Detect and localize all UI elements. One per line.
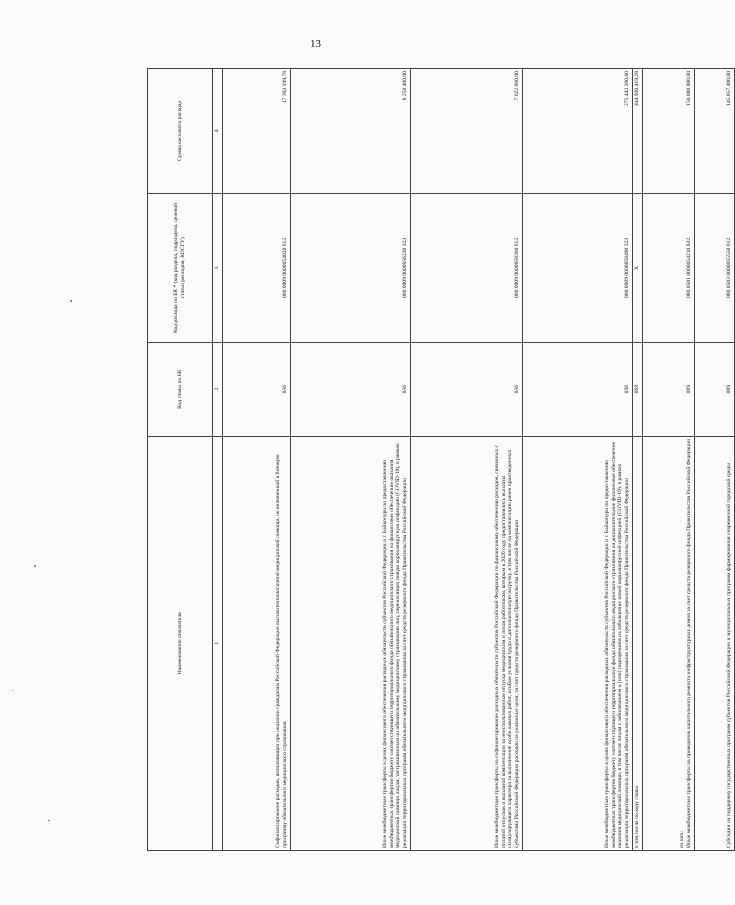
- header-sum: Сумма кассового расхода: [148, 69, 213, 194]
- table-row: [410, 69, 522, 851]
- row-name: Иные межбюджетные трансферты в целях финансового обеспечения расходных обязательств субъектов Российской Федерации и г. Байконура по предоставлению межбюджетных трансфертов бюджету соответствующего территориального фонда обязательного медицинского страхования на дополнительное финансовое обеспечение оказания медицинской помощи, в том числе лицам с заболеванием и (или) подозрением на заболевание новой коронавирусной инфекцией (COVID-19), в рамках реализации территориальных программ обязательного медицинского страхования за счет средств резервного фонда Правительства Российской Федерации: [522, 436, 632, 850]
- row-code: 056: [522, 342, 632, 436]
- row-name: из них: Иные межбюджетные трансферты на проведение капитального ремонта инфраструктурных домов за счет средств резервного фонда Правительства Российской Федерации: [642, 436, 694, 850]
- table-row: [642, 69, 694, 851]
- scan-speck: [34, 565, 36, 567]
- row-code: 069: [632, 342, 642, 436]
- row-code: 056: [290, 342, 410, 436]
- scan-speck: [70, 300, 72, 302]
- table-row: [290, 69, 410, 851]
- row-sum: 8 258 400,00: [290, 69, 410, 194]
- row-kbk: 000 0503 0000055550 612: [694, 194, 734, 343]
- row-sum: 444 930 419,28: [632, 69, 642, 194]
- rotated-table-container: [147, 68, 732, 851]
- row-kbk: X: [632, 194, 642, 343]
- row-sum: 145 857 400,00: [694, 69, 734, 194]
- header-kbk: Код расхода по БК * (код раздела, подраздела, целевой статьи расходов, КОСГУ): [148, 194, 213, 343]
- row-code: 069: [642, 342, 694, 436]
- row-code: 056: [222, 342, 290, 436]
- col-number: 3: [213, 194, 223, 343]
- table-row: [694, 69, 734, 851]
- row-name: в том числе по коду главы: [632, 436, 642, 850]
- row-name: Софинансирование расходов, возникающих при оказании гражданам Российской Федерации высокотехнологичной медицинской помощи, не включенной в базовую программу обязательного медицинского страхования: [222, 436, 290, 850]
- col-number: 2: [213, 342, 223, 436]
- table-header-row: [148, 69, 213, 851]
- scan-speck: [12, 690, 13, 691]
- row-sum: 17 393 199,78: [222, 69, 290, 194]
- page-number: 13: [310, 38, 321, 50]
- row-name: Иные межбюджетные трансферты в целях финансового обеспечения расходных обязательств субъектов Российской Федерации и г. Байконура по предоставлению межбюджетных трансфертов бюджету соответствующего территориального фонда обязательного медицинского страхования на финансовое обеспечение оказания медицинской помощи лицам, застрахованным по обязательному медицинскому страхованию лиц, переносящих новую коронавирусную инфекцию (COVID-19), в рамках реализации территориальных программ обязательного медицинского страхования за счет средств резервного фонда Правительства Российской Федерации: [290, 436, 410, 850]
- row-code: 056: [410, 342, 522, 436]
- row-kbk: 000 0501 0000054210 632: [642, 194, 694, 343]
- header-name: Наименование показателя: [148, 436, 213, 850]
- expenditure-table: [147, 68, 735, 851]
- col-number: 4: [213, 69, 223, 194]
- row-kbk: 000 0909 0000058360 612: [410, 194, 522, 343]
- row-sum: 7 622 600,00: [410, 69, 522, 194]
- column-number-row: [213, 69, 223, 851]
- row-kbk: 000 0909 0000058490 323: [522, 194, 632, 343]
- row-kbk: 000 0909 0000054020 612: [222, 194, 290, 343]
- table-row: [222, 69, 290, 851]
- header-code: Код главы по БК: [148, 342, 213, 436]
- row-sum: 150 000 000,00: [642, 69, 694, 194]
- row-code: 069: [694, 342, 734, 436]
- col-number: 1: [213, 436, 223, 850]
- row-kbk: 000 0909 0000056230 323: [290, 194, 410, 343]
- scan-speck: [48, 820, 50, 821]
- row-name: Субсидии на поддержку государственных программ субъектов Российской Федерации и муниципальных программ формирования современной городской среды: [694, 436, 734, 850]
- table-row: [522, 69, 632, 851]
- row-name: Иные межбюджетные трансферты на софинансирование расходных обязательств субъектов Российской Федерации по финансовому обеспечению расходов, связанных с оплатой отпусков и выплатой компенсации за неиспользованные отпуска медицинским и иным работникам, которым в 2020 году предоставлялись выплаты стимулирующего характера за выполнение особо важных работ, особые условия труда и дополнительную нагрузку, в том числе на компенсацию ранее произведенных субъектами Российской Федерации расходов на указанные цели, за счет средств резервного фонда Правительства Российской Федерации: [410, 436, 522, 850]
- table-row: [632, 69, 642, 851]
- row-sum: 275 443 200,00: [522, 69, 632, 194]
